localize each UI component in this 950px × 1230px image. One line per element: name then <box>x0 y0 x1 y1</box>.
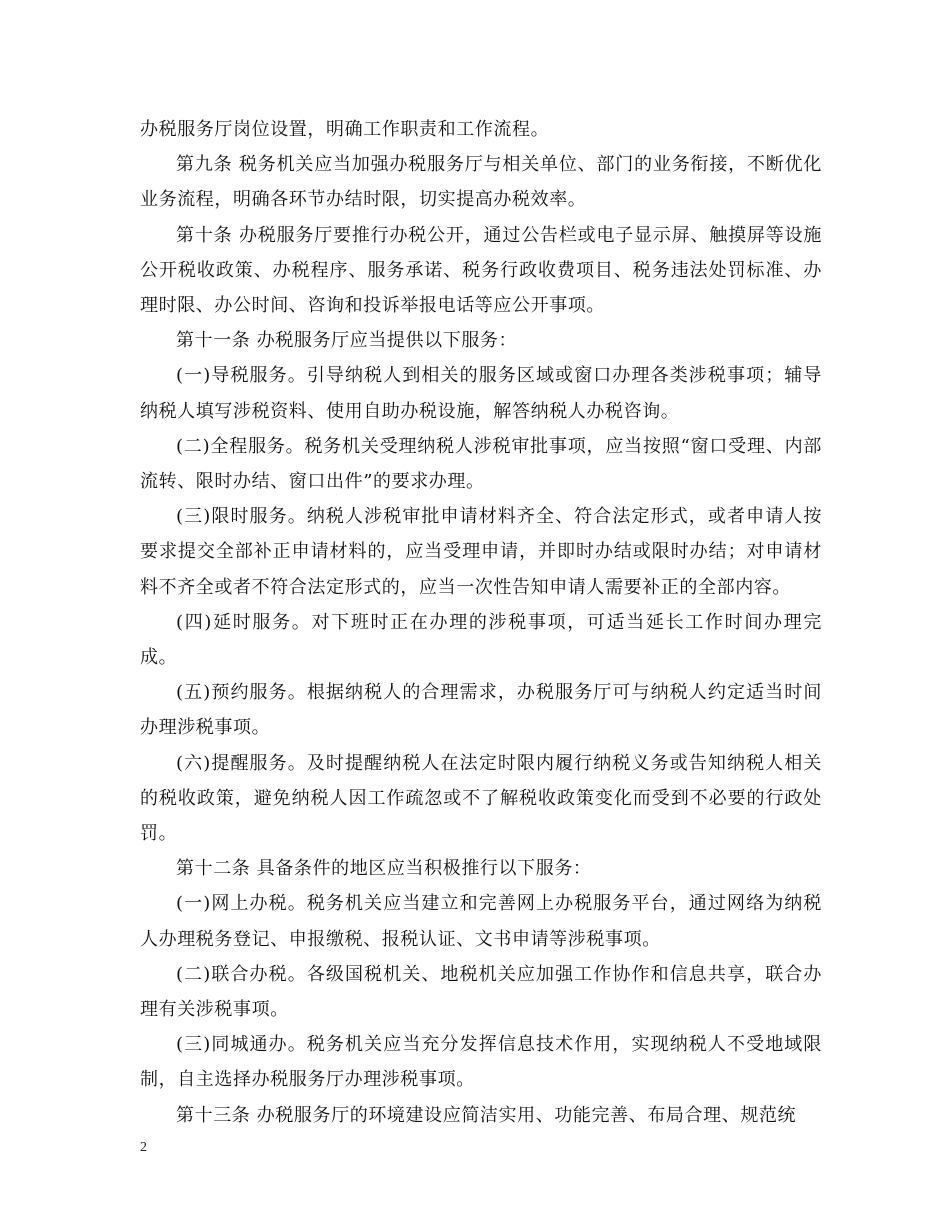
page-number: 2 <box>140 1140 147 1155</box>
paragraph-item-reminder-service: (六)提醒服务。及时提醒纳税人在法定时限内履行纳税义务或告知纳税人相关的税收政策，避免纳税人因工作疏忽或不了解税收政策变化而受到不必要的行政处罚。 <box>140 752 822 845</box>
paragraph-item-online-tax: (一)网上办税。税务机关应当建立和完善网上办税服务平台，通过网络为纳税人办理税务登记、申报缴税、报税认证、文书申请等涉税事项。 <box>140 893 822 950</box>
paragraph-item-time-limit-service: (三)限时服务。纳税人涉税审批申请材料齐全、符合法定形式，或者申请人按要求提交全部补正申请材料的，应当受理申请，并即时办结或限时办结；对申请材料不齐全或者不符合法定形式的，应当一次性告知申请人需要补正的全部内容。 <box>140 506 822 598</box>
paragraph-article-9: 第九条 税务机关应当加强办税服务厅与相关单位、部门的业务衔接，不断优化业务流程，明确各环节办结时限，切实提高办税效率。 <box>140 154 822 211</box>
paragraph-article-13: 第十三条 办税服务厅的环境建设应简洁实用、功能完善、布局合理、规范统 <box>176 1104 797 1126</box>
paragraph-item-full-process-service: (二)全程服务。税务机关受理纳税人涉税审批事项，应当按照“窗口受理、内部流转、限时办结、窗口出件”的要求办理。 <box>140 435 822 493</box>
paragraph-continuation: 办税服务厅岗位设置，明确工作职责和工作流程。 <box>140 119 550 140</box>
document-body <box>140 112 822 1133</box>
paragraph-article-11: 第十一条 办税服务厅应当提供以下服务： <box>176 330 518 352</box>
paragraph-item-guide-service: (一)导税服务。引导纳税人到相关的服务区域或窗口办理各类涉税事项；辅导纳税人填写涉税资料、使用自助办税设施，解答纳税人办税咨询。 <box>140 365 822 422</box>
paragraph-article-10: 第十条 办税服务厅要推行办税公开，通过公告栏或电子显示屏、触摸屏等设施公开税收政策、办税程序、服务承诺、税务行政收费项目、税务违法处罚标准、办理时限、办公时间、咨询和投诉举报电话等应公开事项。 <box>140 224 822 317</box>
paragraph-item-citywide-service: (三)同城通办。税务机关应当充分发挥信息技术作用，实现纳税人不受地域限制，自主选择办税服务厅办理涉税事项。 <box>140 1034 822 1091</box>
paragraph-item-joint-tax: (二)联合办税。各级国税机关、地税机关应加强工作协作和信息共享，联合办理有关涉税事项。 <box>140 963 822 1021</box>
paragraph-item-appointment-service: (五)预约服务。根据纳税人的合理需求，办税服务厅可与纳税人约定适当时间办理涉税事项。 <box>140 682 822 739</box>
paragraph-article-12: 第十二条 具备条件的地区应当积极推行以下服务： <box>176 858 592 880</box>
paragraph-item-extended-hours-service: (四)延时服务。对下班时正在办理的涉税事项，可适当延长工作时间办理完成。 <box>140 611 822 669</box>
